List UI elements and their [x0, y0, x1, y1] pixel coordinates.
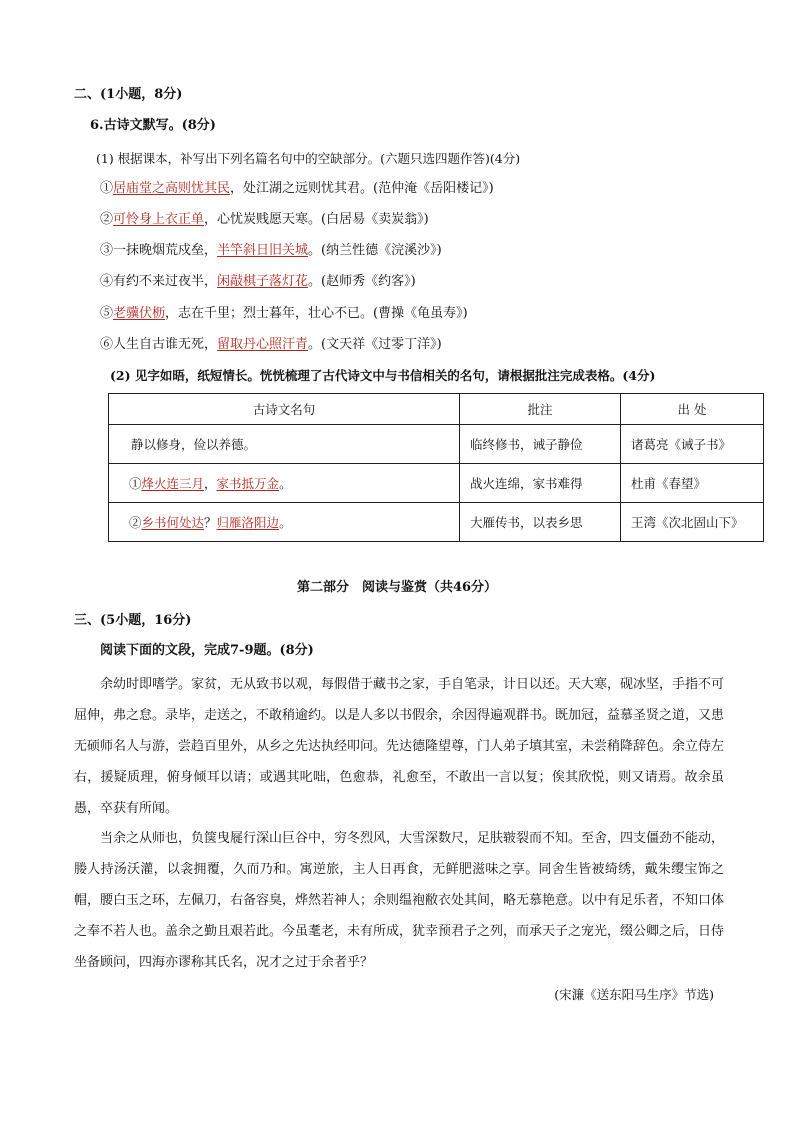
punctuation: ？ — [204, 515, 217, 530]
recitation-item-4 — [100, 273, 416, 291]
sentence-cell: 静以修身，俭以养德。 — [109, 425, 460, 464]
punctuation: 。 — [279, 476, 292, 491]
item-text: 。(纳兰性德《浣溪沙》) — [308, 243, 442, 258]
answer-text: 居庙堂之高则忧其民 — [113, 181, 231, 196]
passage-paragraph-2: 当余之从师也，负箧曳屣行深山巨谷中，穷冬烈风，大雪深数尺，足肤皲裂而不知。至舍，四支僵劲不能动，媵人持汤沃灌，以衾拥覆，久而乃和。寓逆旅，主人日再食，无鲜肥滋味之享。同舍生皆被绮绣，戴朱缨宝饰之帽，腰白玉之环，左佩刀，右备容臭，烨然若神人；余则缊袍敝衣处其间，略无慕艳意。以中有足乐者，不知口体之奉不若人也。盖余之勤且艰若此。今虽耄老，未有所成，犹幸预君子之列，而承天子之宠光，缀公卿之后，日侍坐备顾问，四海亦谬称其氏名，况才之过于余者乎？ — [74, 831, 725, 970]
item-text: ，处江湖之远则忧其君。(范仲淹《岳阳楼记》) — [230, 181, 494, 196]
question-6-title: 6.古诗文默写。(8分) — [90, 118, 216, 133]
table-row — [109, 464, 764, 503]
item-number: ⑤ — [100, 306, 114, 321]
item-text: ，志在千里；烈士暮年，壮心不已。(曹操《龟虽寿》) — [165, 306, 468, 321]
table-header-row — [109, 394, 764, 425]
item-number: ② — [129, 515, 142, 530]
note-cell: 大雁传书，以表乡思 — [460, 503, 621, 542]
answer-text: 烽火连三月 — [141, 476, 205, 491]
answer-text: 半竿斜日旧关城 — [217, 243, 309, 258]
recitation-item-1 — [100, 180, 494, 198]
item-number: ⑥ — [100, 337, 114, 352]
item-number: ④ — [100, 274, 114, 289]
answer-text: 留取丹心照汗青 — [217, 337, 309, 352]
column-header: 古诗文名句 — [109, 394, 460, 425]
source-cell: 诸葛亮《诫子书》 — [621, 425, 764, 464]
answer-text: 老骥伏枥 — [113, 306, 166, 321]
passage-source: (宋濂《送东阳马生序》节选) — [554, 987, 714, 1002]
source-cell: 杜甫《春望》 — [621, 464, 764, 503]
letters-table — [108, 393, 764, 542]
section-3-heading: 三、(5小题，16分) — [74, 613, 192, 628]
punctuation: 。 — [279, 515, 292, 530]
sub-question-1-instruction: (1) 根据课本，补写出下列名篇名句中的空缺部分。(六题只选四题作答)(4分) — [96, 151, 521, 166]
part-2-title: 第二部分 阅读与鉴赏（共46分） — [296, 580, 498, 595]
recitation-item-5 — [100, 305, 468, 323]
column-header: 批注 — [460, 394, 621, 425]
recitation-item-6 — [100, 336, 442, 354]
item-text: 。(赵师秀《约客》) — [308, 274, 416, 289]
note-cell: 战火连绵，家书难得 — [460, 464, 621, 503]
item-number: ② — [100, 212, 114, 227]
table-row — [109, 425, 764, 464]
recitation-item-2 — [100, 211, 429, 229]
column-header: 出 处 — [621, 394, 764, 425]
item-text: 一抹晚烟荒戍垒， — [113, 243, 218, 258]
sentence-cell — [109, 503, 460, 542]
item-number: ③ — [100, 243, 114, 258]
sub-question-2-instruction: (2) 见字如晤，纸短情长。恍恍梳理了古代诗文中与书信相关的名句，请根据批注完成表格。(4分) — [110, 368, 656, 383]
table-row — [109, 503, 764, 542]
item-text: 。(文天祥《过零丁洋》) — [308, 337, 442, 352]
punctuation: ， — [204, 476, 217, 491]
sentence-cell — [109, 464, 460, 503]
note-cell: 临终修书，诫子静俭 — [460, 425, 621, 464]
item-text: 有约不来过夜半， — [113, 274, 218, 289]
reading-instruction: 阅读下面的文段，完成7-9题。(8分) — [100, 643, 314, 658]
answer-text: 归雁洛阳边 — [216, 515, 280, 530]
item-number: ① — [100, 181, 114, 196]
answer-text: 可怜身上衣正单 — [113, 212, 205, 227]
passage-paragraph-1: 余幼时即嗜学。家贫，无从致书以观，每假借于藏书之家，手自笔录，计日以还。天大寒，砚冰坚，手指不可屈伸，弗之怠。录毕，走送之，不敢稍逾约。以是人多以书假余，余因得遍观群书。既加冠，益慕圣贤之道，又患无硕师名人与游，尝趋百里外，从乡之先达执经叩问。先达德隆望尊，门人弟子填其室，未尝稍降辞色。余立侍左右，援疑质理，俯身倾耳以请；或遇其叱咄，色愈恭，礼愈至，不敢出一言以复；俟其欣悦，则又请焉。故余虽愚，卒获有所闻。 — [74, 677, 725, 816]
item-text: 人生自古谁无死， — [113, 337, 218, 352]
section-2-heading: 二、(1小题，8分) — [74, 87, 183, 102]
item-text: ，心忧炭贱愿天寒。(白居易《卖炭翁》) — [204, 212, 429, 227]
answer-text: 闲敲棋子落灯花 — [217, 274, 309, 289]
item-number: ① — [129, 476, 142, 491]
recitation-item-3 — [100, 242, 442, 260]
answer-text: 家书抵万金 — [216, 476, 280, 491]
source-cell: 王湾《次北固山下》 — [621, 503, 764, 542]
answer-text: 乡书何处达 — [141, 515, 205, 530]
